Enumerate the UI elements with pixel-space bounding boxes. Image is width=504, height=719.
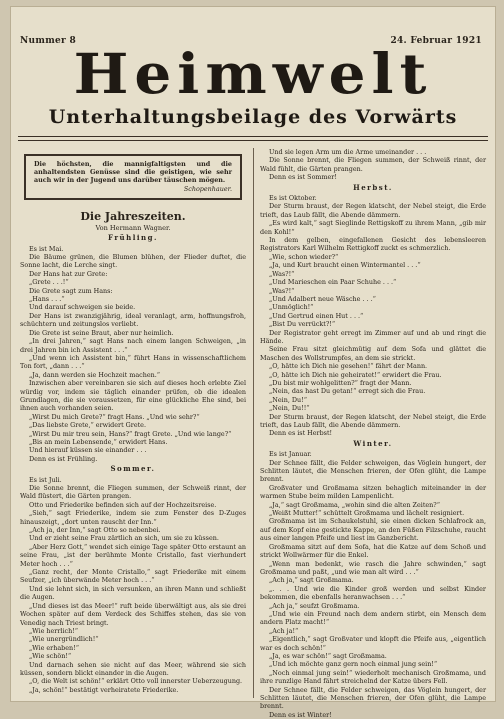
paragraph: „Und Adalbert neue Wäsche . . .“ <box>269 294 376 303</box>
paragraph: Und darnach sehen sie nicht auf das Meer, während sie sich küssen, sondern blickt einander in die Augen. <box>20 660 246 677</box>
left-sections <box>20 234 246 694</box>
paragraph: „O, hätte ich Dich nie gesehen!“ fährt der Mann. <box>269 362 428 371</box>
section-heading: Sommer. <box>110 464 156 474</box>
right-sections <box>260 148 486 719</box>
paragraph: „Es wird kalt,“ sagt Sieglinde Rettigskoff zu ihrem Mann, „gib mir den Kohl!“ <box>260 219 486 236</box>
right-column <box>260 148 486 719</box>
header-rule <box>18 136 488 137</box>
section-heading: Herbst. <box>353 182 393 192</box>
paragraph: „Sieh,“ sagt Friederike, indem sie zum Fenster des D-Zuges hinauszeigt, „dort unten rauscht der Inn.“ <box>20 509 246 526</box>
quote-text: Die höchsten, die mannigfaltigsten und die anhaltendsten Genüsse sind die geistigen, wie sehr auch wir in der Jugend uns darüber täuschen mögen. <box>34 160 232 185</box>
article-title: Die Jahreszeiten. <box>80 209 186 223</box>
paragraph: „Ja, es war schön!“ sagt Großmama. <box>269 651 387 660</box>
paragraph: „Unmöglich!“ <box>269 303 314 312</box>
paragraph: „Wenn man bedenkt, wie rasch die Jahre schwinden,“ sagt Großmama und paßt, „und wie man alt wird . . .“ <box>260 559 486 576</box>
paragraph: Die Grete ist seine Braut, aber nur heimlich. <box>29 328 174 337</box>
masthead-title: Heimwelt <box>73 41 433 107</box>
paragraph: „Du bist mir wohlgelitten?“ fragt der Mann. <box>269 378 412 387</box>
paragraph: Der Hans hat zur Grete: <box>29 269 108 278</box>
paragraph: „Ja, dann werden sie Hochzeit machen.“ <box>29 370 161 379</box>
section-heading: Frühling. <box>108 233 158 243</box>
paragraph: „Wirst Du mir treu sein, Hans?“ fragt Grete. „Und wie lange?“ <box>29 429 232 438</box>
paragraph: Der Sturm braust, der Regen klatscht, der Nebel steigt, die Erde trieft, das Laub fällt, die Abende dämmern. <box>260 202 486 219</box>
paragraph: „Bist Du verrückt?!“ <box>269 320 336 329</box>
paragraph: „Ach ja!“ <box>269 626 299 635</box>
quote-author: Schopenhauer. <box>183 184 232 193</box>
paragraph: Denn es ist Herbst! <box>269 429 333 438</box>
paragraph: Es ist Mai. <box>29 244 64 253</box>
paragraph: „Nein, Du!!“ <box>269 404 310 413</box>
paragraph: „Das liebste Grete,“ erwidert Grete. <box>29 421 147 430</box>
paragraph: Großmama ist im Schaukelstuhl, sie einen dicken Schlafrock an, auf dem Kopf eine gestickte Kappe, an den Füßen Filzschuhe, raucht aus einer langen Pfeife und liest im Ganzbericht. <box>260 517 486 543</box>
paragraph: Und sie lehnt sich, in sich versunken, an ihren Mann und schließt die Augen. <box>20 584 246 602</box>
paragraph: „Ja, und Kurt braucht einen Wintermantel . . .“ <box>269 261 421 270</box>
paragraph: „Wie erhaben!“ <box>29 643 79 652</box>
paragraph: Der Sturm braust, der Regen klatscht, der Nebel steigt, die Erde trieft, das Laub fällt, die Abende dämmern. <box>260 412 486 429</box>
paragraph: „Wie herrlich!“ <box>29 626 79 635</box>
paragraph: „Und Gertrud einen Hut . . .“ <box>269 311 364 320</box>
paragraph: „Weißt Mutter!“ schüttelt Großmama und lächelt resigniert. <box>269 509 465 518</box>
paragraph: Die Sonne brennt, die Fliegen summen, der Schweiß rinnt, der Wald fühlt, die Gärten prangen. <box>260 156 486 173</box>
paragraph: Inzwischen aber vereinbaren sie sich auf dieses hoch erlebte Ziel würdig vor, indem sie täglich einander prüfen, ob die idealen Grundlagen, die sie voraussetzen, für eine glückliche Ehe sind, bei ihnen auch vorhanden seien. <box>20 379 246 413</box>
paragraph: „Ganz recht, der Monte Cristallo,“ sagt Friederike mit einem Seufzer, „ich überwände Meter hoch . . .“ <box>20 568 246 585</box>
paragraph: Und sie legen Arm um die Arme umeinander . . . <box>269 148 427 156</box>
paragraph: Und darauf schweigen sie beide. <box>29 303 136 312</box>
paragraph: Der Schnee fällt, die Felder schweigen, das Vöglein hungert, der Schlitten läutet, die Menschen frieren, der Ofen glüht, die Lampe brennt. <box>260 458 486 484</box>
paragraph: „Und wie ein Freund nach dem andern stirbt, ein Mensch dem andern Platz macht!“ <box>260 609 486 627</box>
paragraph: „Grete . . .!“ <box>29 278 69 287</box>
paragraph: „Ja, schön!“ bestätigt verheiratete Friederike. <box>29 685 179 694</box>
paragraph: Seine Frau sitzt gleichmütig auf dem Sofa und glättet die Maschen des Wollstrumpfes, an dem sie strickt. <box>260 345 486 362</box>
masthead-subtitle: Unterhaltungsbeilage des Vorwärts <box>48 106 458 128</box>
header-rule-thin <box>18 140 488 141</box>
paragraph: „Eigentlich,“ sagt Großvater und klopft die Pfeife aus, „eigentlich war es doch schön!“ <box>260 635 486 652</box>
section-heading: Winter. <box>353 438 393 448</box>
issue-number: Nummer 8 <box>20 36 77 46</box>
paragraph: Die Sonne brennt, die Fliegen summen, der Schweiß rinnt, der Wald flüstert, die Gärten prangen. <box>20 484 246 501</box>
paragraph: „Nein, das hast Du getan!“ erregt sich die Frau. <box>269 387 426 396</box>
paragraph: Und hierauf küssen sie einander . . . <box>29 446 147 455</box>
paragraph: „Aber Herz Gott,“ wendet sich einige Tage später Otto erstaunt an seine Frau, „ist der berühmte Monte Cristallo, fast vierhundert Meter hoch . . .“ <box>20 542 246 568</box>
paragraph: Die Grete sagt zum Hans: <box>29 286 113 295</box>
paragraph: Es ist Januar. <box>269 450 312 459</box>
paragraph: „Wirst Du mich Grete?“ fragt Hans. „Und wie sehr?“ <box>29 412 200 421</box>
paragraph: „Ach ja,“ seufzt Großmama. <box>269 601 360 610</box>
paragraph: „In drei Jahren,“ sagt Hans nach einem langen Schweigen, „in drei Jahren bin ich Assistent . . .“ <box>20 337 246 354</box>
paragraph: „Und wenn ich Assistent bin,“ führt Hans in wissenschaftlichem Ton fort, „dann . . .“ <box>20 353 246 371</box>
paragraph: Otto und Friederike befinden sich auf der Hochzeitsreise. <box>29 500 217 509</box>
paragraph: Großmama sitzt auf dem Sofa, hat die Katze auf dem Schoß und strickt Wollwärmer für die Enkel. <box>260 542 486 560</box>
paragraph: „. . . Und wie die Kinder groß werden und selbst Kinder bekommen, die ebenfalls heranwachsen . . .“ <box>260 584 486 602</box>
paragraph: „Wie schön!“ <box>29 652 72 661</box>
paragraph: Es ist Juli. <box>29 475 62 484</box>
newspaper-page <box>10 6 496 719</box>
paragraph: Die Bäume grünen, die Blumen blühen, der Flieder duftet, die Sonne lacht, die Lerche singt. <box>20 253 246 270</box>
paragraph: „Bis an mein Lebensende,“ erwidert Hans. <box>29 437 168 446</box>
paragraph: „O, die Welt ist schön!“ erklärt Otto voll innerster Ueberzeugung. <box>29 677 243 686</box>
paragraph: „Wie unergründlich!“ <box>29 635 99 644</box>
paragraph: Der Schnee fällt, die Felder schweigen, das Vöglein hungert, der Schlitten läutet, die Menschen frieren, der Ofen glüht, die Lampe brennt. <box>260 685 486 711</box>
paragraph: „Ja,“ sagt Großmama, „wohin sind die alten Zeiten?“ <box>269 500 440 509</box>
left-column <box>20 148 246 694</box>
issue-date: 24. Februar 1921 <box>390 36 482 46</box>
paragraph: „Was?!“ <box>269 269 295 278</box>
paragraph: „Hans . . .“ <box>29 295 65 304</box>
column-divider <box>253 148 254 698</box>
paragraph: „Und dieses ist das Meer!“ ruft beide überwältigt aus, als sie drei Wochen später auf dem Verdeck des Schiffes stehen, das sie von Venedig nach Triest bringt. <box>20 601 246 627</box>
paragraph: Der Registrator geht erregt im Zimmer auf und ab und ringt die Hände. <box>260 328 486 345</box>
paragraph: Der Hans ist zwanzigjährig, ideal veranlagt, arm, hoffnungsfroh, schüchtern und zeitungslos verliebt. <box>20 311 246 329</box>
paragraph: Und er zieht seine Frau zärtlich an sich, um sie zu küssen. <box>29 534 219 543</box>
paragraph: In dem gelben, eingefallenen Gesicht des lebensleeren Registrators Karl Wilhelm Rettigkoff zuckt es schmerzlich. <box>260 236 486 253</box>
paragraph: „Nein, Du!“ <box>269 395 307 404</box>
paragraph: „Wie, schon wieder?“ <box>269 252 339 261</box>
paragraph: „Und Marieschen ein Paar Schuhe . . .“ <box>269 278 397 287</box>
paragraph: „Und ich möchte ganz gern noch einmal jung sein!“ <box>269 660 438 669</box>
paragraph: Denn es ist Winter! <box>269 710 332 719</box>
quote-box <box>24 154 242 200</box>
paragraph: „O, hätte ich Dich nie geheiratet!“ erwidert die Frau. <box>269 370 442 379</box>
paragraph: Denn es ist Sommer! <box>269 173 337 182</box>
paragraph: Es ist Oktober. <box>269 194 317 203</box>
paragraph: „Ach ja, der Inn,“ sagt Otto so nebenbei. <box>29 526 161 535</box>
paragraph: „Was?!“ <box>269 286 295 295</box>
paragraph: „Noch einmal jung sein!“ wiederholt mechanisch Großmama, und ihre runzlige Hand fährt streichelnd der Katze übers Fell. <box>260 668 486 686</box>
paragraph: „Ach ja,“ sagt Großmama. <box>269 576 354 585</box>
paragraph: Großvater und Großmama sitzen behaglich miteinander in der warmen Stube beim milden Lampenlicht. <box>260 483 486 501</box>
article-byline: Von Hermann Wagner. <box>95 223 171 232</box>
paragraph: Denn es ist Frühling. <box>29 454 98 463</box>
